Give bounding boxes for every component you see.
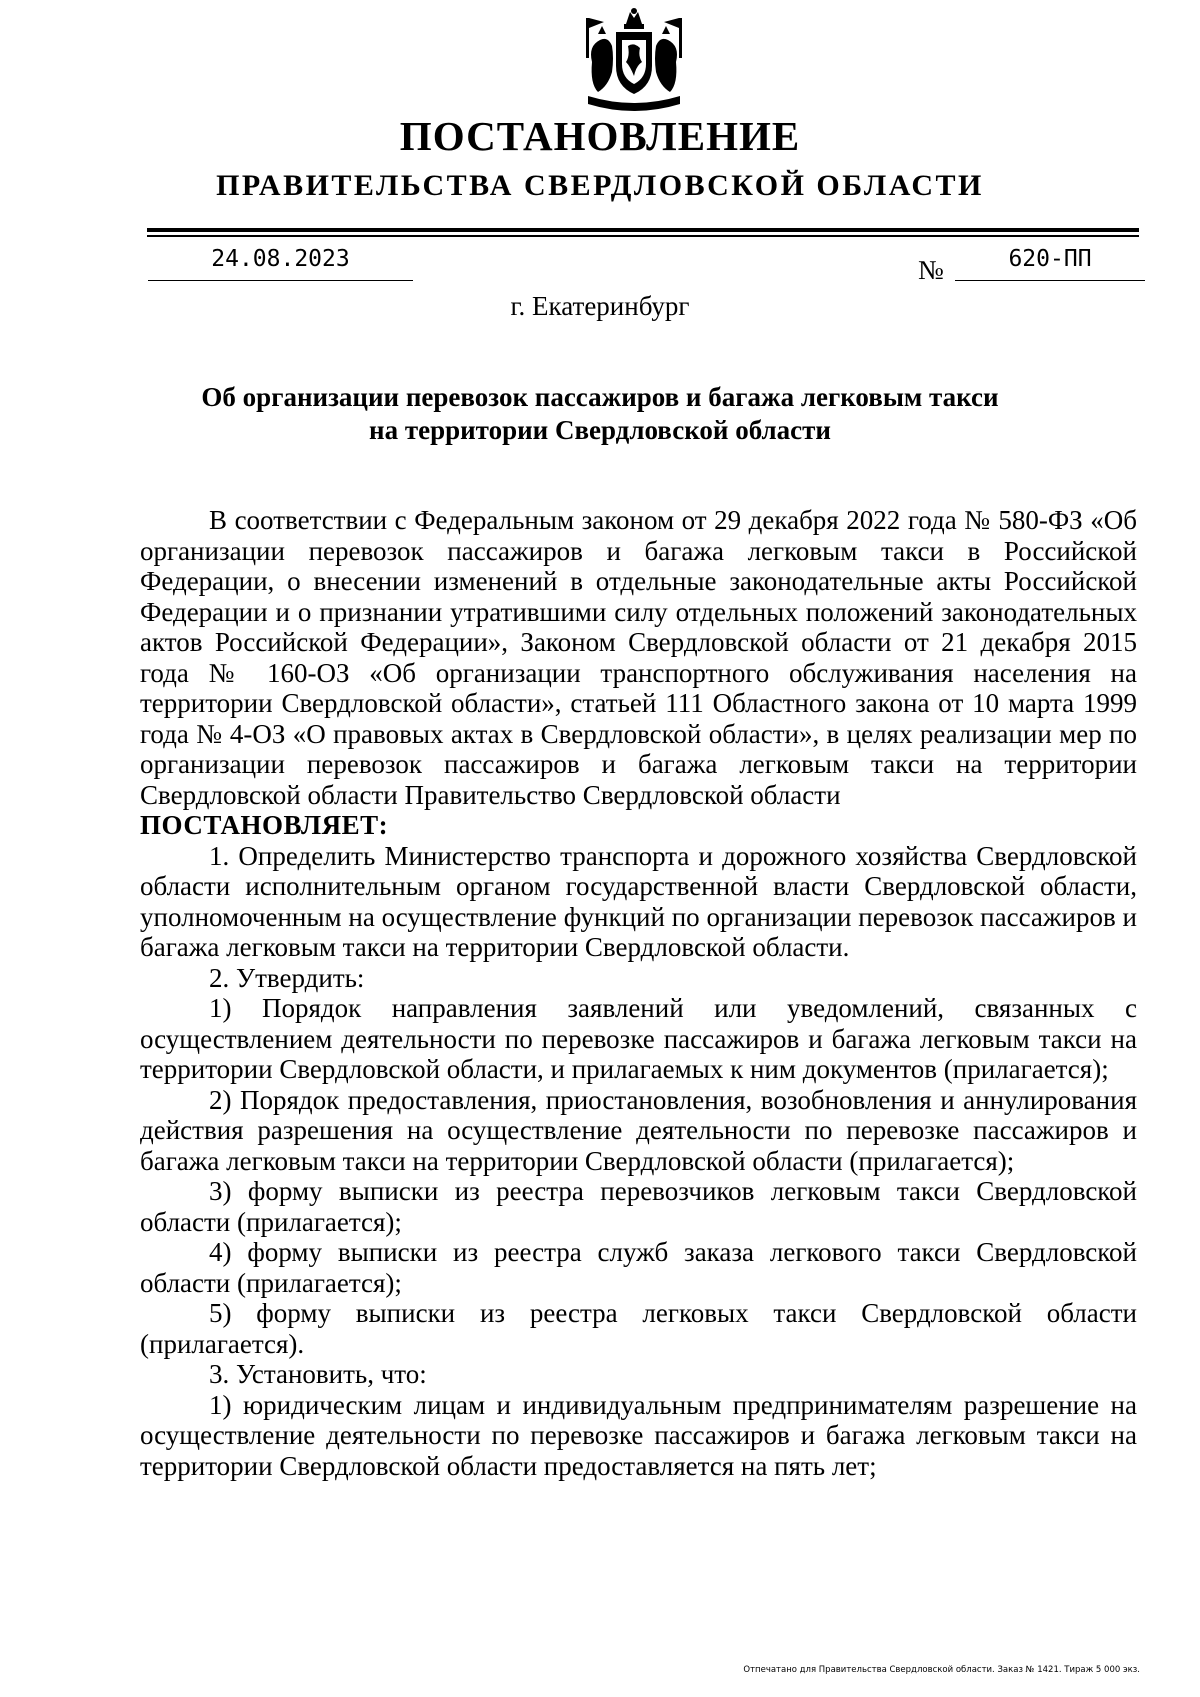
- item-3: 3. Установить, что:: [209, 1359, 427, 1389]
- preamble-paragraph: [140, 505, 1137, 810]
- sverdlovsk-coat-of-arms-icon: [578, 6, 690, 118]
- decree-word: ПОСТАНОВЛЯЕТ:: [140, 810, 389, 840]
- item-2-1: 1) Порядок направления заявлений или уведомлений, связанных с осуществлением деятельности по перевозке пассажиров и багажа легковым такси на территории Свердловской области, и прилагаемых к ним документов (прилагается);: [140, 993, 1137, 1084]
- item-2-5: 5) форму выписки из реестра легковых такси Свердловской области (прилагается).: [140, 1298, 1137, 1359]
- item-2-3: 3) форму выписки из реестра перевозчиков легковым такси Свердловской области (прилагается);: [140, 1176, 1137, 1237]
- heading-line-1: Об организации перевозок пассажиров и багажа легковым такси: [201, 382, 999, 412]
- header-rule-thick: [147, 228, 1139, 232]
- document-city: г. Екатеринбург: [510, 291, 690, 321]
- item-3-1: 1) юридическим лицам и индивидуальным предпринимателям разрешение на осуществление деятельности по перевозке пассажиров и багажа легковым такси на территории Свердловской области предоставляется на пять лет;: [140, 1389, 1137, 1481]
- item-2-4: 4) форму выписки из реестра служб заказа легкового такси Свердловской области (прилагается);: [140, 1237, 1137, 1298]
- print-footer: Отпечатано для Правительства Свердловской области. Заказ № 1421. Тираж 5 000 экз.: [743, 1665, 1140, 1675]
- document-heading: [140, 381, 1060, 447]
- document-body: [140, 505, 1137, 1481]
- item-1: 1. Определить Министерство транспорта и дорожного хозяйства Свердловской области исполнительным органом государственной власти Свердловской области, уполномоченным на осуществление функций по организации перевозок пассажиров и багажа легковым такси на территории Свердловской области.: [140, 840, 1137, 962]
- document-title: ПОСТАНОВЛЕНИЕ: [399, 113, 801, 159]
- number-sign: №: [918, 255, 944, 285]
- heading-line-2: на территории Свердловской области: [369, 415, 831, 445]
- item-2: 2. Утвердить:: [209, 962, 365, 993]
- document-subtitle: ПРАВИТЕЛЬСТВА СВЕРДЛОВСКОЙ ОБЛАСТИ: [216, 169, 984, 202]
- preamble-text: В соответствии с Федеральным законом от 29 декабря 2022 года № 580-ФЗ «Об организации перевозок пассажиров и багажа легковым такси в Российской Федерации, о внесении изменений в отдельные законодательные акты Российской Федерации и о признании утратившими силу отдельных положений законодательных актов Российской Федерации», Законом Свердловской области от 21 декабря 2015 года № 160-ОЗ «Об организации транспортного обслуживания населения на территории Свердловской области», статьей 111 Областного закона от 10 марта 1999 года № 4-ОЗ «О правовых актах в Свердловской области», в целях реализации мер по организации перевозок пассажиров и багажа легковым такси на территории Свердловской области Правительство Свердловской области: [140, 505, 1137, 810]
- item-2-2: 2) Порядок предоставления, приостановления, возобновления и аннулирования действия разрешения на осуществление деятельности по перевозке пассажиров и багажа легковым такси на территории Свердловской области (прилагается);: [140, 1084, 1137, 1176]
- document-number: 620-ПП: [955, 244, 1145, 281]
- header-rule-thin: [147, 235, 1139, 237]
- decree-word-paragraph: [140, 810, 1137, 841]
- document-date: 24.08.2023: [148, 244, 413, 281]
